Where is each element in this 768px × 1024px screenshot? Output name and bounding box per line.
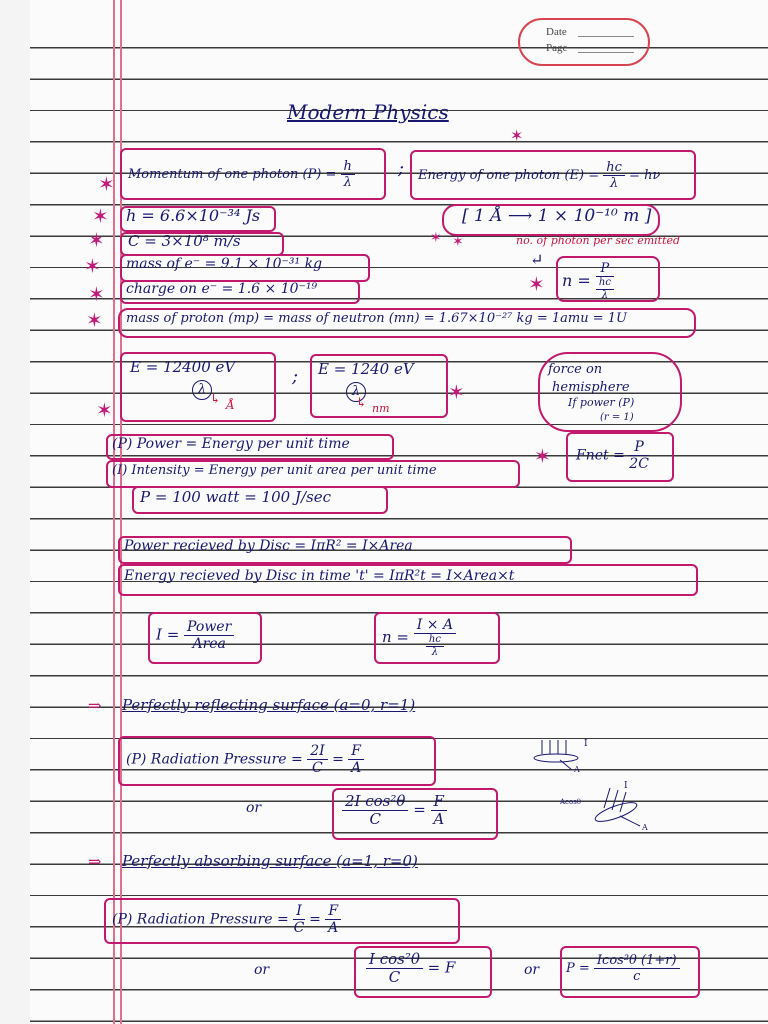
- arrow-icon: ⇒: [88, 696, 102, 715]
- star-icon: ✶: [452, 234, 464, 250]
- momentum-den: λ: [343, 175, 352, 190]
- reflect-cos-b-den: A: [433, 810, 445, 828]
- diagram-sub: A: [642, 823, 648, 832]
- absorb-cos-den: C: [388, 968, 401, 986]
- star-icon: ✶: [84, 254, 101, 278]
- margin-line: [113, 0, 115, 1024]
- absorb-cos: [366, 952, 455, 985]
- ray: [604, 788, 610, 808]
- angstrom-unit: Å: [226, 398, 235, 412]
- absorb-a-num: I: [293, 904, 305, 920]
- star-icon: ✶: [430, 230, 442, 246]
- n-formula-lhs: n =: [382, 628, 409, 646]
- lambda-circle: λ: [192, 380, 212, 400]
- star-icon: ✶: [510, 126, 524, 145]
- intensity-lhs: I =: [156, 625, 180, 644]
- separator: ;: [398, 158, 405, 179]
- absorb-cos-num: I cos²θ: [366, 952, 423, 969]
- absorb-b-num: F: [325, 904, 341, 920]
- arrow-icon: ↳: [356, 396, 367, 411]
- absorb-b-den: A: [328, 920, 339, 936]
- momentum-label: Momentum of one photon (P) =: [128, 167, 337, 182]
- nm-unit: nm: [372, 402, 390, 415]
- fnet-formula: [576, 440, 649, 471]
- lambda-circle: λ: [346, 382, 366, 402]
- n-formula-den-den: λ: [431, 647, 439, 658]
- general-lhs: P =: [566, 961, 590, 976]
- n-den-num: hc: [596, 278, 614, 290]
- surface: [593, 799, 638, 825]
- arrow-icon: ↳: [210, 392, 221, 407]
- n-formula-num: I × A: [414, 618, 456, 634]
- star-icon: ✶: [96, 398, 113, 422]
- hemisphere-note-1: force on: [548, 362, 603, 377]
- n-lhs: n =: [562, 271, 591, 290]
- reflecting-heading: Perfectly reflecting surface (a=0, r=1): [122, 696, 416, 714]
- electron-mass: mass of e⁻ = 9.1 × 10⁻³¹ kg: [126, 256, 323, 272]
- intensity-num: Power: [184, 620, 234, 636]
- reflect-pressure-lhs: (P) Radiation Pressure =: [126, 751, 303, 768]
- diagram-normal-incidence: [530, 736, 610, 776]
- hemisphere-note-3: If power (P): [568, 396, 635, 409]
- star-icon: ✶: [92, 204, 109, 228]
- n-den-den: λ: [601, 290, 609, 301]
- star-icon: ✶: [88, 228, 105, 252]
- star-icon: ✶: [98, 172, 115, 196]
- reflect-cos-a-den: C: [369, 810, 381, 828]
- diagram-label: I: [584, 739, 588, 749]
- fnet-den: 2C: [629, 456, 649, 472]
- reflect-cos: $\frac{\text{2I cos²θ}}{C}$ = $\frac{F}{A}$: [342, 794, 447, 827]
- reflect-b-den: A: [351, 760, 362, 776]
- intensity-den: Area: [192, 636, 226, 652]
- star-icon: ✶: [528, 272, 545, 296]
- star-icon: ✶: [448, 380, 465, 404]
- power-disc: Power recieved by Disc = IπR² = I×Area: [124, 538, 413, 554]
- electron-charge: charge on e⁻ = 1.6 × 10⁻¹⁹: [126, 281, 318, 297]
- absorb-pressure-lhs: (P) Radiation Pressure =: [112, 911, 289, 928]
- absorb-pressure: (P) Radiation Pressure = $\frac{I}{C}$ = $\frac{F}{A}$: [112, 904, 341, 935]
- absorbing-heading: Perfectly absorbing surface (a=1, r=0): [122, 852, 418, 870]
- hemisphere-note-2: hemisphere: [552, 380, 630, 395]
- reflect-cos-a-num: 2I cos²θ: [342, 794, 408, 811]
- star-icon: ✶: [86, 308, 103, 332]
- photon-rate-formula: [562, 262, 614, 301]
- power-example: P = 100 watt = 100 J/sec: [140, 488, 331, 506]
- momentum-formula: [128, 160, 355, 189]
- absorb-cos-rhs: = F: [427, 958, 456, 977]
- reflect-cos-b-num: F: [431, 794, 447, 811]
- proton-mass: mass of proton (mp) = mass of neutron (mn) = 1.67×10⁻²⁷ kg = 1amu = 1U: [126, 311, 627, 326]
- photon-rate-note: no. of photon per sec emitted: [516, 234, 681, 247]
- momentum-num: h: [341, 160, 355, 175]
- arrow-icon: ⇒: [88, 852, 102, 871]
- fnet-lhs: Fnet =: [576, 447, 625, 464]
- area-arrow: [620, 816, 640, 826]
- date-line: [578, 36, 634, 37]
- page-label: Page: [546, 42, 568, 54]
- n-formula: [382, 618, 456, 658]
- date-page-box: [518, 18, 650, 66]
- n-num: P: [596, 262, 614, 277]
- reflect-b-num: F: [348, 744, 364, 760]
- power-definition: (P) Power = Energy per unit time: [112, 436, 350, 452]
- date-label: Date: [546, 26, 567, 38]
- absorb-or: or: [524, 962, 540, 978]
- energy-num: hc: [603, 161, 625, 176]
- ray: [620, 792, 626, 812]
- intensity-definition: (I) Intensity = Energy per unit area per unit time: [112, 463, 437, 478]
- energy-formula: [418, 161, 660, 190]
- diagram-label: I: [624, 781, 628, 791]
- light-speed: C = 3×10⁸ m/s: [128, 232, 241, 250]
- star-icon: ✶: [534, 444, 551, 468]
- diagram-side-label: Acosθ: [560, 798, 581, 806]
- reflect-a-den: C: [312, 760, 323, 776]
- separator: ;: [292, 366, 299, 387]
- diagram-sub: A: [574, 765, 580, 774]
- page-line: [578, 52, 634, 53]
- energy-angstrom-lhs: E = 12400 eV: [130, 358, 236, 376]
- energy-tail: = hν: [629, 168, 661, 183]
- energy-disc: Energy recieved by Disc in time 't' = IπR²t = I×Area×t: [124, 568, 515, 584]
- fnet-num: P: [629, 440, 649, 456]
- diagram-oblique-incidence: [560, 780, 660, 834]
- intensity-formula: [156, 620, 234, 651]
- general-den: c: [633, 969, 641, 984]
- page-title: Modern Physics: [287, 100, 449, 124]
- surface: [534, 754, 578, 762]
- reflect-or: or: [246, 800, 262, 816]
- n-formula-den-num: hc: [426, 635, 444, 647]
- energy-nm-lhs: E = 1240 eV: [318, 360, 414, 378]
- reflect-a-num: 2I: [307, 744, 327, 760]
- general-num: Icos²θ (1+r): [594, 954, 680, 969]
- reflect-pressure: (P) Radiation Pressure = $\frac{2I}{C}$ = $\frac{F}{A}$: [126, 744, 364, 775]
- planck-constant: h = 6.6×10⁻³⁴ Js: [126, 206, 261, 225]
- absorb-or: or: [254, 962, 270, 978]
- hemisphere-note-4: (r = 1): [600, 412, 634, 423]
- energy-den: λ: [609, 176, 619, 191]
- angstrom-conversion: [ 1 Å ⟶ 1 × 10⁻¹⁰ m ]: [462, 206, 652, 226]
- general-pressure: [566, 954, 680, 983]
- star-icon: ✶: [88, 282, 105, 306]
- energy-label: Energy of one photon (E) =: [418, 168, 600, 183]
- binding-spine: [0, 0, 30, 1024]
- absorb-a-den: C: [293, 920, 305, 936]
- hook-arrow: ↵: [530, 250, 544, 269]
